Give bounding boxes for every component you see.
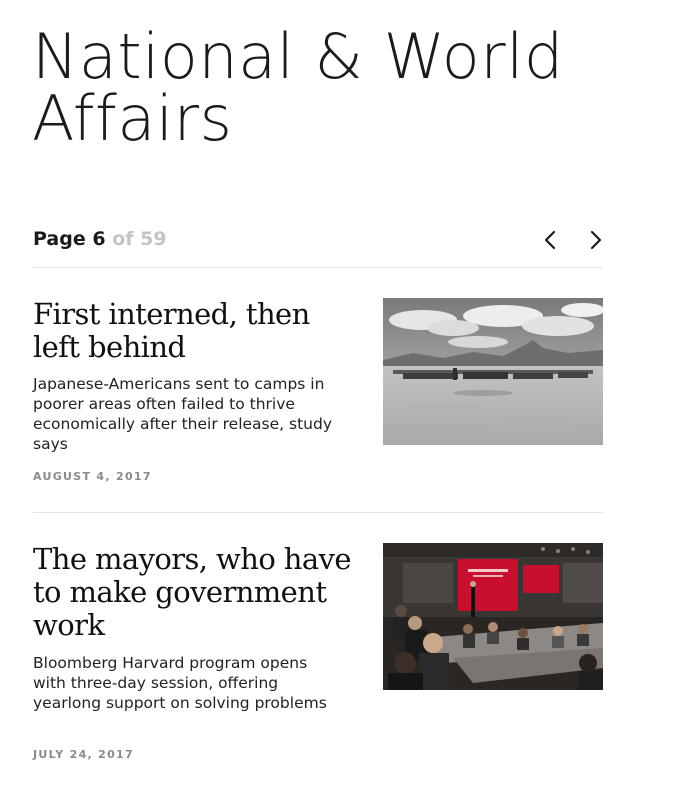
page-title xyxy=(32,20,652,155)
article-date: JULY 24, 2017 xyxy=(33,748,134,761)
pagination xyxy=(33,226,603,254)
conference-room-photo xyxy=(383,543,603,690)
internment-camp-photo xyxy=(383,298,603,445)
article-card xyxy=(33,298,603,488)
previous-page-button[interactable] xyxy=(537,226,565,254)
article-summary: Japanese-Americans sent to camps in poorer areas often failed to thrive economically after their release, study says xyxy=(33,375,332,453)
chevron-left-icon xyxy=(537,226,565,254)
divider xyxy=(33,512,603,513)
article-image[interactable] xyxy=(383,543,603,690)
article-date: AUGUST 4, 2017 xyxy=(33,470,152,483)
page-title-line-2: Affairs xyxy=(32,82,233,155)
article-headline[interactable]: First interned, then left behind xyxy=(33,297,310,364)
chevron-right-icon xyxy=(581,226,609,254)
page-title-line-1: National & World xyxy=(32,20,564,93)
next-page-button[interactable] xyxy=(581,226,609,254)
article-image[interactable] xyxy=(383,298,603,445)
total-pages-label: of 59 xyxy=(112,228,167,250)
article-summary: Bloomberg Harvard program opens with three-day session, offering yearlong support on solving problems xyxy=(33,654,327,712)
article-headline[interactable]: The mayors, who have to make government work xyxy=(33,542,351,642)
article-card xyxy=(33,543,603,773)
current-page-label: Page 6 xyxy=(33,228,106,250)
divider xyxy=(33,267,603,268)
page-indicator xyxy=(33,228,167,250)
